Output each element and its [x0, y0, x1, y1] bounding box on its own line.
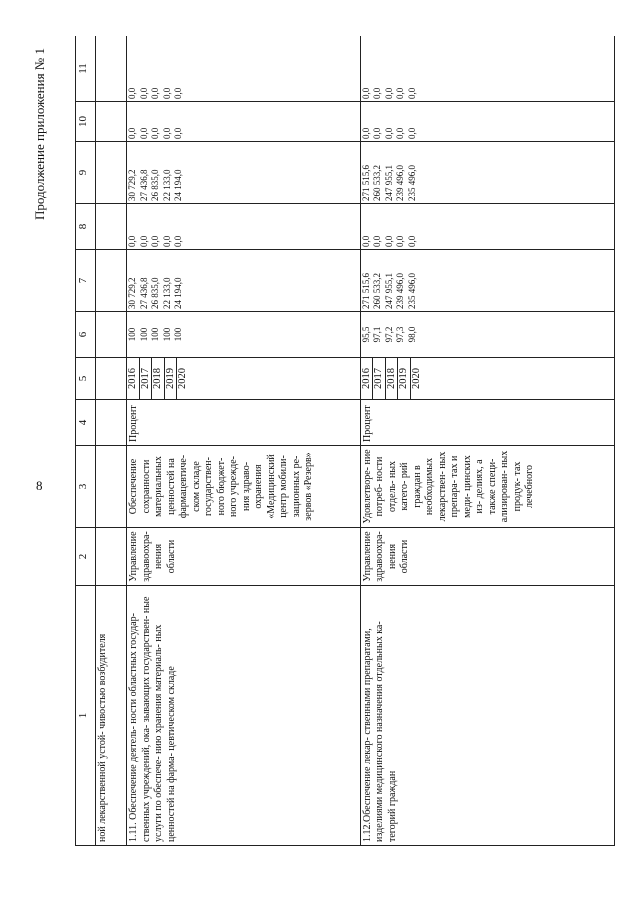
- activity-cell: 1.12.Обеспечение лекар- ственными препаратами, изделиями медицинского назначения отдельных ка- тегорий граждан: [360, 586, 614, 846]
- value-line: 271 515,6: [360, 273, 371, 309]
- value-line: 0,0: [127, 235, 138, 247]
- value-line: 0,0: [138, 235, 149, 247]
- federal-funding-list: [127, 204, 185, 249]
- total-funding-list: [127, 250, 185, 311]
- value-line: 0,0: [395, 127, 406, 139]
- indicator-cell: Удовлетворе- ние потреб- ности отдель- ных катего- рий граждан в необходимых лекарствен- ных препара- тах и меди- цинских из- делиях, а также специ- ализирован- ных продук- тах лечебного: [360, 446, 614, 528]
- header-cell: 5: [76, 358, 96, 400]
- local-funding-list: [127, 102, 185, 141]
- value-line: 100: [150, 327, 161, 342]
- value-line: 100: [127, 327, 138, 342]
- value-line: 24 194,0: [173, 277, 184, 309]
- header-cell: 6: [76, 312, 96, 358]
- value-line: 2018: [386, 358, 399, 399]
- value-line: 30 729,2: [127, 169, 138, 201]
- value-line: 235 496,0: [406, 273, 417, 309]
- value-line: 0,0: [161, 87, 172, 99]
- value-line: 98,0: [406, 326, 417, 343]
- value-line: 247 955,1: [383, 165, 394, 201]
- value-line: 97,1: [372, 326, 383, 343]
- federal-funding-list: [361, 204, 419, 249]
- value-line: 22 133,0: [161, 277, 172, 309]
- value-line: 0,0: [395, 87, 406, 99]
- header-cell: 8: [76, 204, 96, 250]
- header-cell: 10: [76, 102, 96, 142]
- local-funding-list: [361, 102, 419, 141]
- other-funding-list: [127, 36, 185, 101]
- value-line: 2020: [177, 368, 189, 389]
- other-funding-list: [361, 36, 419, 101]
- value-line: 0,0: [383, 127, 394, 139]
- regional-funding-list: [361, 142, 419, 203]
- value-line: 247 955,1: [383, 273, 394, 309]
- regional-funding-list: [127, 142, 185, 203]
- appendix-note-text: Продолжение приложения № 1: [32, 48, 47, 220]
- value-line: 2016: [361, 358, 374, 399]
- value-line: 24 194,0: [173, 169, 184, 201]
- value-line: 0,0: [173, 87, 184, 99]
- value-line: 2017: [140, 358, 153, 399]
- value-line: 0,0: [127, 127, 138, 139]
- value-line: 100: [173, 327, 184, 342]
- value-line: 0,0: [372, 127, 383, 139]
- value-line: 0,0: [372, 235, 383, 247]
- value-line: 0,0: [161, 127, 172, 139]
- header-cell: 9: [76, 142, 96, 204]
- value-line: 0,0: [161, 235, 172, 247]
- value-line: 100: [138, 327, 149, 342]
- unit-cell: Процент: [360, 400, 614, 446]
- activity-cell: 1.11. Обеспечение деятель- ности областных государ- ственных учреждений, ока- зывающих государствен- ные услуги по обеспече- нию хранения материаль- ных ценностей на фарма- цевтическом складе: [127, 586, 360, 846]
- header-cell: 2: [76, 528, 96, 586]
- value-line: 2019: [398, 358, 411, 399]
- value-line: 97,3: [395, 326, 406, 343]
- value-line: 2020: [410, 368, 422, 389]
- indicator-cell: Обеспечение сохранности материальных ценностей на фармацевтиче- ском складе государствен- ного бюджет- ного учрежде- ния здраво- охранения «Медицинский центр мобили- зационных ре- зервов «Резерв»: [127, 446, 360, 528]
- value-line: 235 496,0: [406, 165, 417, 201]
- value-line: 0,0: [360, 127, 371, 139]
- value-line: 0,0: [138, 127, 149, 139]
- value-line: 271 515,6: [360, 165, 371, 201]
- value-line: 22 133,0: [161, 169, 172, 201]
- table-row: [127, 36, 360, 846]
- header-cell: 1: [76, 586, 96, 846]
- value-line: 26 835,0: [150, 169, 161, 201]
- value-line: 260 533,2: [372, 273, 383, 309]
- value-line: 0,0: [138, 87, 149, 99]
- indicator-values-list: [361, 312, 419, 357]
- value-line: 239 496,0: [395, 273, 406, 309]
- value-line: 0,0: [127, 87, 138, 99]
- value-line: 0,0: [173, 235, 184, 247]
- value-line: 0,0: [360, 87, 371, 99]
- program-table: [75, 36, 615, 846]
- indicator-values-list: [127, 312, 185, 357]
- header-cell: 11: [76, 36, 96, 102]
- header-row: [76, 36, 96, 846]
- value-line: 0,0: [383, 235, 394, 247]
- value-line: 97,2: [383, 326, 394, 343]
- value-line: 95,5: [360, 326, 371, 343]
- executor-cell: Управление здравоохра- нения области: [127, 528, 360, 586]
- header-cell: 3: [76, 446, 96, 528]
- value-line: 239 496,0: [395, 165, 406, 201]
- value-line: 0,0: [150, 87, 161, 99]
- value-line: 30 729,2: [127, 277, 138, 309]
- value-line: 100: [161, 327, 172, 342]
- appendix-note: [30, 14, 50, 254]
- total-funding-list: [361, 250, 419, 311]
- value-line: 2018: [152, 358, 165, 399]
- value-line: 0,0: [360, 235, 371, 247]
- value-line: 27 436,8: [138, 277, 149, 309]
- value-line: 2017: [373, 358, 386, 399]
- value-line: 27 436,8: [138, 169, 149, 201]
- value-line: 0,0: [406, 127, 417, 139]
- value-line: 0,0: [150, 127, 161, 139]
- value-line: 2016: [127, 358, 140, 399]
- unit-cell: Процент: [127, 400, 360, 446]
- header-cell: 4: [76, 400, 96, 446]
- value-line: 260 533,2: [372, 165, 383, 201]
- value-line: 0,0: [173, 127, 184, 139]
- header-cell: 7: [76, 250, 96, 312]
- value-line: 2019: [165, 358, 178, 399]
- page-number: 8: [36, 478, 43, 493]
- value-line: 0,0: [150, 235, 161, 247]
- rotated-table-frame: [75, 36, 615, 846]
- value-line: 0,0: [406, 87, 417, 99]
- value-line: 0,0: [372, 87, 383, 99]
- table-row: [360, 36, 614, 846]
- continuation-text: ной лекарственной устой- чивостью возбудителя: [95, 586, 127, 846]
- value-line: 0,0: [383, 87, 394, 99]
- value-line: 26 835,0: [150, 277, 161, 309]
- years-list: [361, 358, 423, 399]
- years-list: [127, 358, 189, 399]
- continuation-row: [95, 36, 127, 846]
- value-line: 0,0: [406, 235, 417, 247]
- executor-cell: Управление здравоохра- нения области: [360, 528, 614, 586]
- value-line: 0,0: [395, 235, 406, 247]
